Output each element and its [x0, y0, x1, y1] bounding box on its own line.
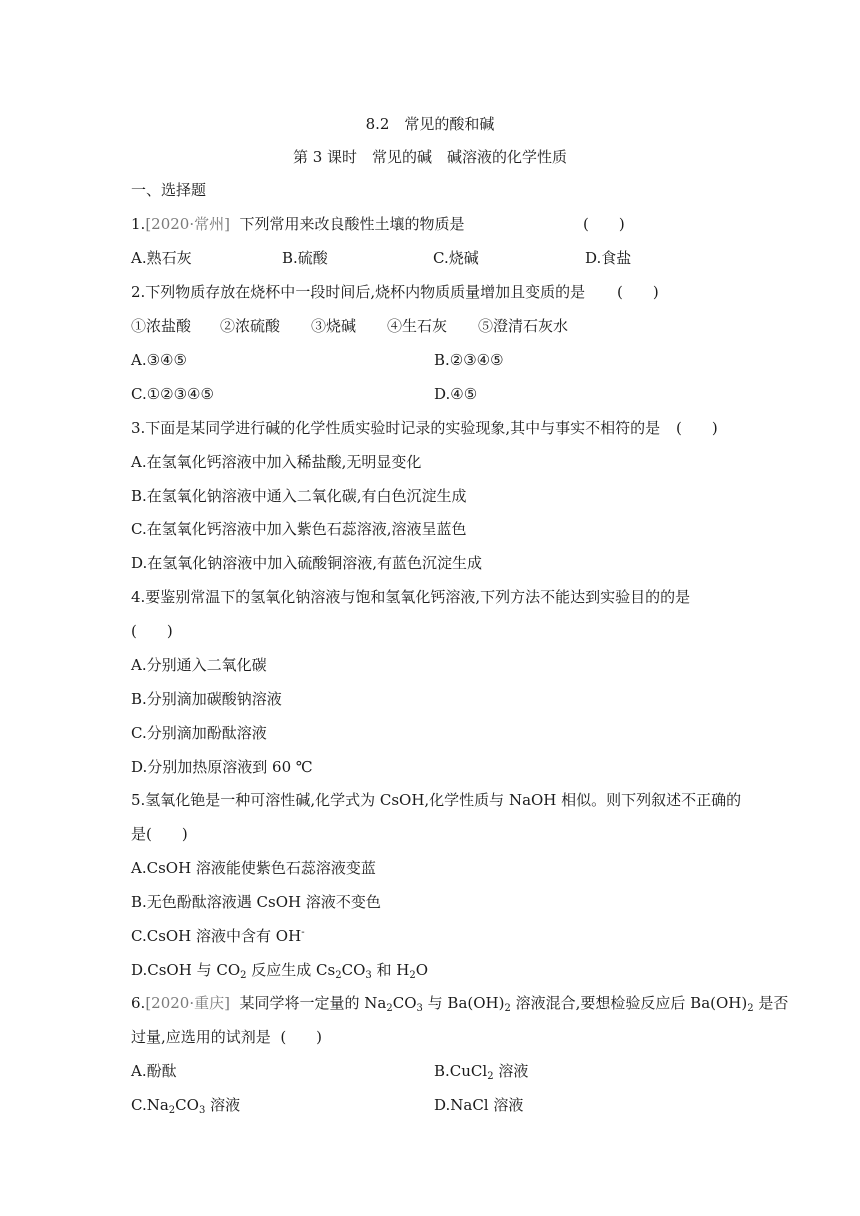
answer-blank: ( ) [131, 622, 173, 640]
question-number: 6. [131, 994, 146, 1012]
question-6-stem: 6.[2020·重庆] 某同学将一定量的 $Na_2CO_3$ 与 $Ba(OH)_2$ 溶液混合,要想检验反应后 $Ba(OH)_2$ 是否 [131, 994, 789, 1014]
question-text: 是 [131, 825, 147, 843]
option-b: B.②③④⑤ [434, 351, 504, 369]
option-a: A.在氢氧化钙溶液中加入稀盐酸,无明显变化 [131, 453, 422, 471]
item-3: ③烧碱 [311, 317, 357, 335]
item-1: ①浓盐酸 [131, 317, 192, 335]
option-c: $C.Na_2CO_3$ 溶液 [131, 1096, 241, 1116]
answer-blank: ( ) [583, 215, 625, 233]
option-d: D.NaCl 溶液 [434, 1096, 524, 1114]
lesson-title: 8.2 常见的酸和碱 [365, 115, 495, 133]
option-b: B.分别滴加碳酸钠溶液 [131, 690, 282, 708]
option-c: C.①②③④⑤ [131, 385, 214, 403]
option-a: A.CsOH 溶液能使紫色石蕊溶液变蓝 [131, 859, 376, 877]
option-d: D.在氢氧化钠溶液中加入硫酸铜溶液,有蓝色沉淀生成 [131, 554, 483, 572]
item-5: ⑤澄清石灰水 [478, 317, 569, 335]
answer-blank: ( ) [280, 1028, 323, 1046]
question-text: 下列常用来改良酸性土壤的物质是 [239, 215, 465, 233]
option-a: A.熟石灰 [131, 249, 192, 267]
section-heading: 一、选择题 [131, 181, 207, 199]
option-c: C.分别滴加酚酞溶液 [131, 724, 267, 742]
option-a: A.③④⑤ [131, 351, 187, 369]
item-4: ④生石灰 [387, 317, 448, 335]
question-text: 过量,应选用的试剂是 [131, 1028, 271, 1046]
question-5-stem-cont [131, 824, 188, 844]
question-6-stem-cont [131, 1027, 322, 1047]
option-c: C.在氢氧化钙溶液中加入紫色石蕊溶液,溶液呈蓝色 [131, 520, 467, 538]
option-d: D.④⑤ [434, 385, 478, 403]
option-c: C.烧碱 [433, 249, 479, 267]
question-3-stem: 3.下面是某同学进行碱的化学性质实验时记录的实验现象,其中与事实不相符的是 [131, 419, 661, 437]
option-d: D.CsOH 与 $CO_2$ 反应生成 $Cs_2CO_3$ 和 $H_2O$ [131, 961, 429, 981]
option-a: A.分别通入二氧化碳 [131, 656, 267, 674]
answer-blank: ( ) [676, 419, 718, 437]
question-1-stem [131, 214, 465, 234]
source-tag: [2020·重庆] [145, 994, 230, 1012]
option-d: D.分别加热原溶液到 60 ℃ [131, 758, 313, 776]
question-5-stem: 5.氢氧化铯是一种可溶性碱,化学式为 CsOH,化学性质与 NaOH 相似。则下列叙述不正确的 [131, 791, 742, 809]
answer-blank: ( ) [617, 283, 659, 301]
answer-blank: ( ) [146, 825, 188, 843]
lesson-subtitle: 第 3 课时 常见的碱 碱溶液的化学性质 [292, 148, 568, 166]
option-b: B.CuCl$_2$ 溶液 [434, 1062, 529, 1082]
item-2: ②浓硫酸 [220, 317, 281, 335]
question-number: 1. [131, 215, 146, 233]
option-c: C.CsOH 溶液中含有 OH- [131, 927, 305, 945]
option-d: D.食盐 [585, 249, 632, 267]
option-b: B.硫酸 [282, 249, 328, 267]
option-a: A.酚酞 [131, 1062, 177, 1080]
question-4-stem: 4.要鉴别常温下的氢氧化钠溶液与饱和氢氧化钙溶液,下列方法不能达到实验目的的是 [131, 588, 691, 606]
question-2-stem: 2.下列物质存放在烧杯中一段时间后,烧杯内物质质量增加且变质的是 [131, 283, 586, 301]
option-b: B.无色酚酞溶液遇 CsOH 溶液不变色 [131, 893, 381, 911]
option-b: B.在氢氧化钠溶液中通入二氧化碳,有白色沉淀生成 [131, 487, 467, 505]
source-tag: [2020·常州] [145, 215, 230, 233]
